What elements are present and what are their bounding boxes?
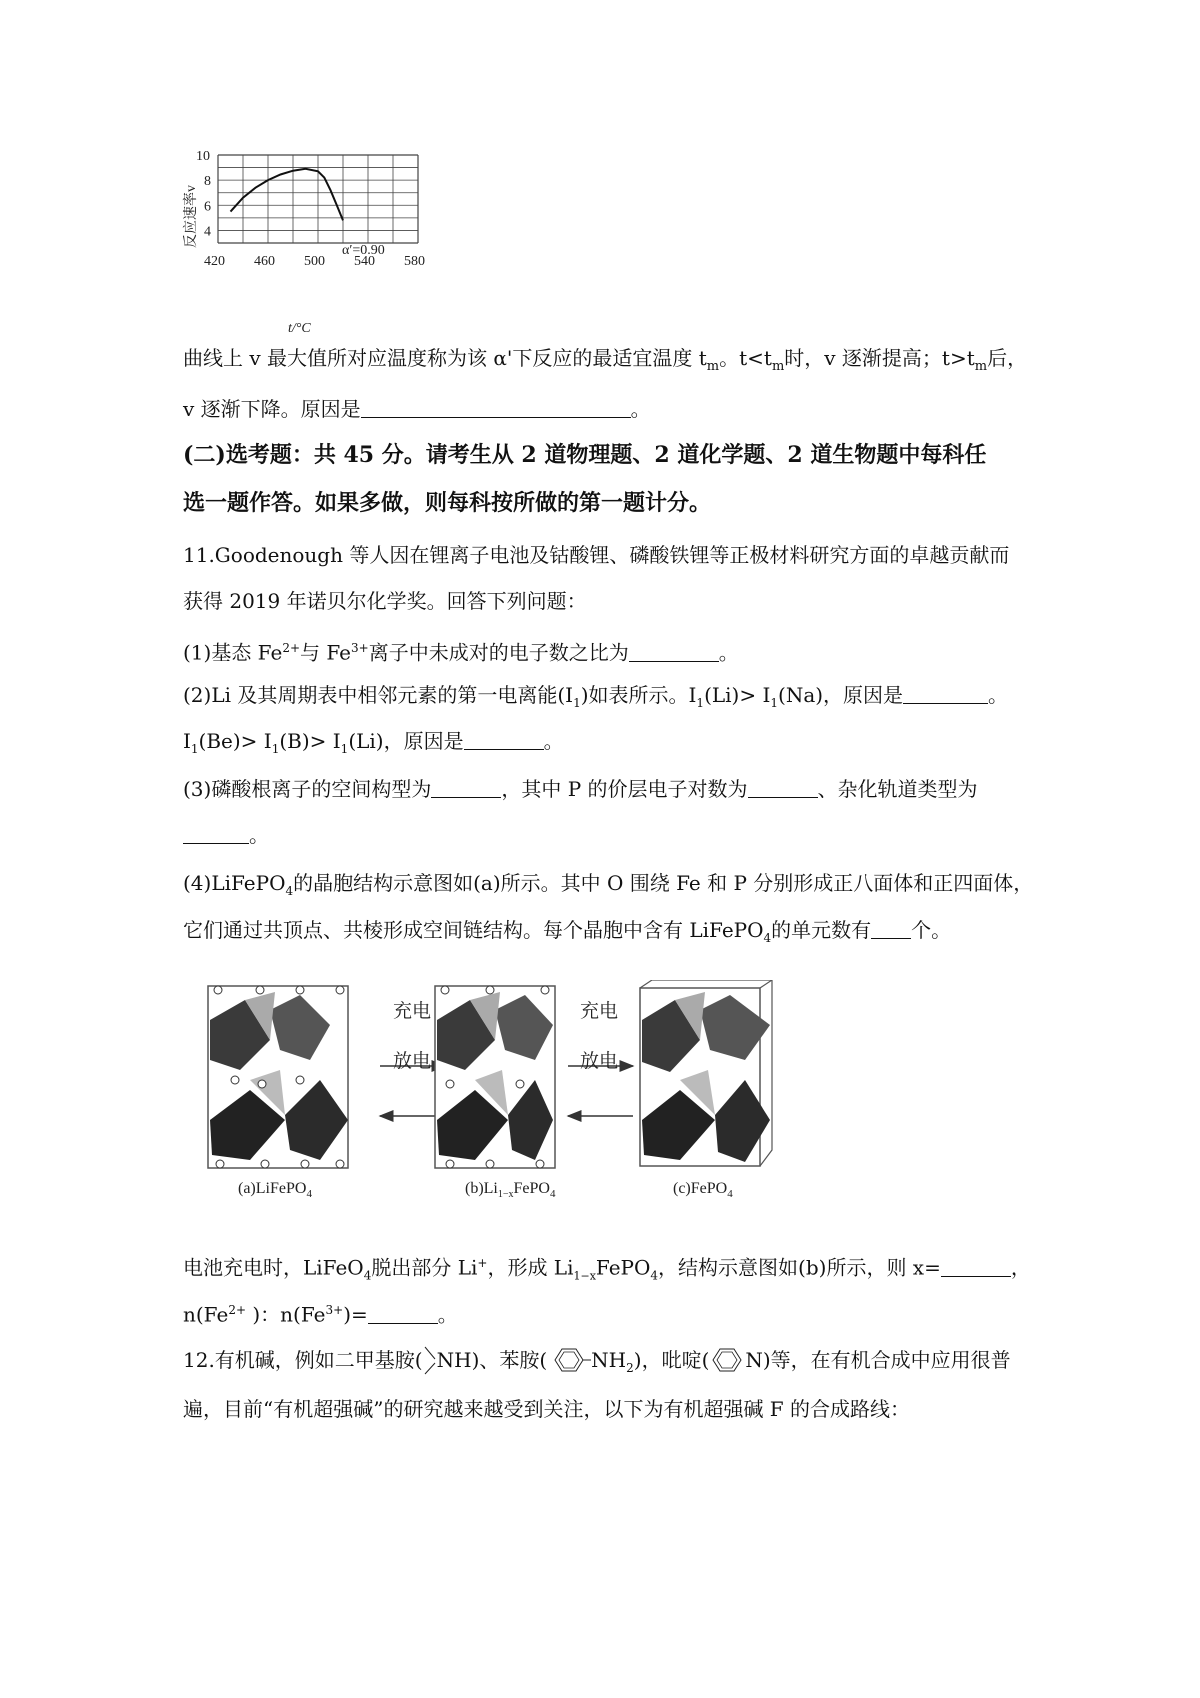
sub: 4 [727,1188,733,1201]
cell-c [640,980,772,1166]
t: )等，在有机合成中应用很普 [762,1348,1011,1372]
t: ， [1010,1255,1031,1280]
sub: 2 [626,1361,634,1375]
y-tick-label: 4 [204,224,211,240]
t: 12.有机碱，例如二甲基胺( [183,1348,423,1372]
answer-blank[interactable] [871,918,911,939]
t: (1)基态 Fe [183,640,283,665]
sub: 4 [650,1268,659,1283]
t: (b)Li [465,1180,498,1197]
chart-ylabel: 反应速率v [184,185,199,248]
t: 的单元数有 [771,918,872,942]
sup: 2+ [228,1303,247,1317]
label-discharge-1: 放电 [393,1050,432,1072]
chart-ticks [196,149,425,269]
dimethylamine-bond-icon [423,1345,437,1375]
x-tick-label: 500 [304,254,325,269]
t: FePO [595,1255,651,1280]
t: (2)Li 及其周期表中相邻元素的第一电离能(I [183,683,574,707]
sup: 3+ [351,641,369,655]
y-tick-label: 6 [204,199,211,215]
t: ，形成 Li [487,1255,574,1280]
t: NH [436,1348,472,1372]
p2-text: v 逐渐下降。原因是 [183,397,361,421]
t: 。 [437,1302,458,1327]
t: )，吡啶( [633,1348,710,1372]
t: (c)FePO [673,1180,728,1197]
sub: 4 [306,1188,312,1201]
label-charge-1: 充电 [393,1000,432,1022]
sub: m [706,359,720,374]
t: 与 Fe [300,640,351,665]
sub: 1 [340,742,349,756]
answer-blank[interactable] [368,1303,438,1324]
sub: 1 [573,696,581,710]
x-tick-label: 420 [204,254,225,269]
sub: 1 [696,696,705,710]
t: 、杂化轨道类型为 [817,777,978,801]
x-tick-label: 580 [404,254,425,269]
reaction-rate-chart [160,140,480,340]
sub: 1−x [497,1189,514,1201]
t: (Li)> I [704,683,771,707]
answer-blank[interactable] [748,777,818,798]
chart-annotation: α′=0.90 [342,243,385,258]
answer-blank[interactable] [629,641,719,662]
q11-part2-b [183,726,564,764]
t: 它们通过共顶点、共棱形成空间链结构。每个晶胞中含有 LiFePO [183,918,764,942]
section-heading-b: 选一题作答。如果多做，则每科按所做的第一题计分。 [183,490,712,516]
caption-b [465,1180,555,1200]
p1-text-d: 后， [987,346,1028,370]
t: ，结构示意图如(b)所示，则 x= [658,1255,941,1280]
cell-b [435,986,555,1168]
t: )= [343,1302,368,1327]
q11-part4-a [183,868,1033,906]
t: N [745,1348,763,1372]
caption-a [238,1180,312,1200]
answer-blank[interactable] [183,823,249,844]
sub: m [974,359,988,374]
t: I [183,729,191,753]
t: (B)> I [279,729,341,753]
t: NH [591,1348,627,1372]
t: (3)磷酸根离子的空间构型为 [183,777,432,801]
t: n(Fe [183,1302,229,1327]
q11-line-b: 获得 2019 年诺贝尔化学奖。回答下列问题： [183,589,587,613]
q12-line-a [183,1345,1011,1383]
t: )：n(Fe [246,1302,326,1327]
y-tick-label: 10 [196,149,210,164]
p1-text-a: 曲线上 v 最大值所对应温度称为该 α'下反应的最适宜温度 t [183,346,707,370]
q11-part4-b [183,915,951,953]
sup: 3+ [325,1303,344,1317]
q11-part3-a [183,774,978,804]
sub: 4 [363,1268,372,1283]
t: FePO [513,1180,550,1197]
t: 。 [543,729,564,753]
p2-end: 。 [630,397,651,421]
t: 离子中未成对的电子数之比为 [368,640,629,665]
t: (4)LiFePO [183,871,286,895]
sup: + [477,1256,488,1270]
sub: 1−x [573,1269,596,1283]
chart-grid [218,155,418,243]
t: ，其中 P 的价层电子对数为 [501,777,748,801]
t: (a)LiFePO [238,1180,307,1197]
pyridine-ring-icon [709,1346,745,1374]
y-tick-label: 8 [204,174,211,190]
q11-part3-b [183,820,269,850]
x-tick-label: 540 [354,254,375,269]
t: )如表所示。I [580,683,697,707]
label-discharge-2: 放电 [580,1050,619,1072]
x-tick-label: 460 [254,254,275,269]
sup: 2+ [282,641,301,655]
q11-part5-b [183,1295,458,1330]
benzene-ring-icon [547,1346,591,1374]
t: 。 [249,823,269,847]
t: 电池充电时，LiFeO [183,1255,364,1280]
q11-line-a: 11.Goodenough 等人因在锂离子电池及钴酸锂、磷酸铁锂等正极材料研究方面的卓越贡献而 [183,543,1010,567]
sub: 1 [770,696,779,710]
answer-blank[interactable] [431,777,501,798]
sub: 4 [549,1188,556,1201]
answer-blank[interactable] [903,683,988,704]
answer-blank[interactable] [361,397,631,418]
q11-part1 [183,633,739,668]
q11-part2-a [183,680,1008,718]
cell-a [208,986,348,1168]
sub: 1 [190,742,199,756]
sub: 4 [285,884,294,898]
t: 。 [718,640,739,665]
t: 的晶胞结构示意图如(a)所示。其中 O 围绕 Fe 和 P 分别形成正八面体和正四面体， [293,871,1034,895]
answer-blank[interactable] [941,1256,1011,1277]
chart-xlabel: t/°C [288,321,311,336]
label-charge-2: 充电 [580,1000,619,1022]
para-2 [183,394,651,424]
para-1 [183,343,1027,382]
q12-line-b: 遍，目前“有机超强碱”的研究越来越受到关注，以下为有机超强碱 F 的合成路线： [183,1397,911,1421]
p1-text-c: 时，v 逐渐提高；t>t [784,346,975,370]
rate-curve [231,169,344,221]
sub: 1 [271,742,280,756]
q11-part5-a [183,1248,1031,1292]
section-heading-a: (二)选考题：共 45 分。请考生从 2 道物理题、2 道化学题、2 道生物题中每科任 [183,442,987,468]
t: (Li)，原因是 [348,729,464,753]
t: 。 [988,683,1009,707]
caption-c [673,1180,733,1200]
t: )、苯胺( [471,1348,548,1372]
t: 个。 [911,918,952,942]
sub: 4 [763,931,772,945]
p1-text-b: 。t<t [719,346,772,370]
t: (Be)> I [198,729,272,753]
answer-blank[interactable] [464,729,544,750]
sub: m [771,359,785,374]
t: (Na)，原因是 [778,683,904,707]
crystal-figure [190,980,870,1180]
t: 脱出部分 Li [371,1255,478,1280]
